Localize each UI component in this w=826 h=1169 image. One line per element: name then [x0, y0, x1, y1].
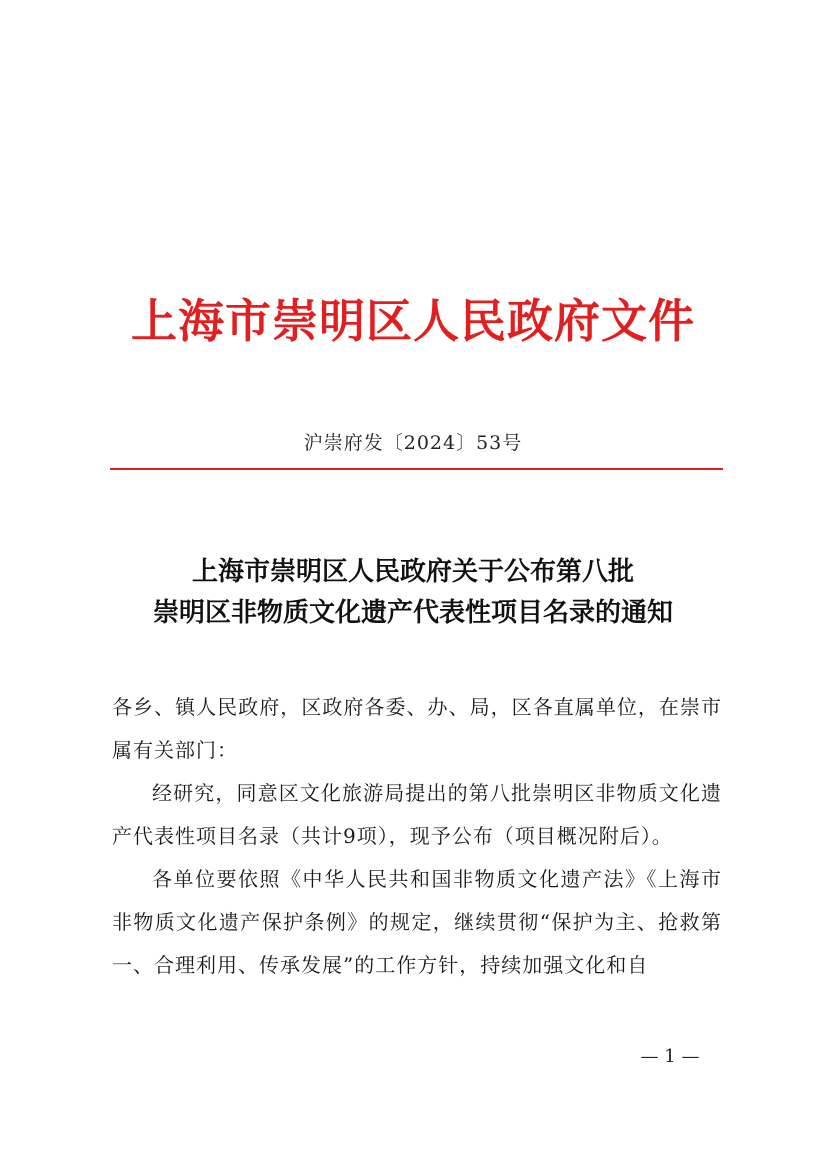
title-line-1: 上海市崇明区人民政府关于公布第八批	[191, 557, 634, 587]
addressee: 各乡、镇人民政府，区政府各委、办、局，区各直属单位，在崇市属有关部门：	[112, 695, 722, 762]
document-banner: 上海市崇明区人民政府文件	[131, 294, 695, 348]
page-number: — 1 —	[640, 1046, 700, 1067]
document-number: 沪崇府发〔2024〕53号	[303, 432, 523, 454]
document-body	[112, 686, 722, 987]
body-paragraph: 各单位要依照《中华人民共和国非物质文化遗产法》《上海市非物质文化遗产保护条例》的规定，继续贯彻“保护为主、抢救第一、合理利用、传承发展”的工作方针，持续加强文化和自	[112, 867, 722, 977]
title-line-2: 崇明区非物质文化遗产代表性项目名录的通知	[152, 598, 673, 628]
body-paragraph: 经研究，同意区文化旅游局提出的第八批崇明区非物质文化遗产代表性项目名录（共计9项），现予公布（项目概况附后）。	[112, 781, 722, 848]
document-title	[0, 552, 826, 634]
red-divider	[110, 468, 723, 470]
